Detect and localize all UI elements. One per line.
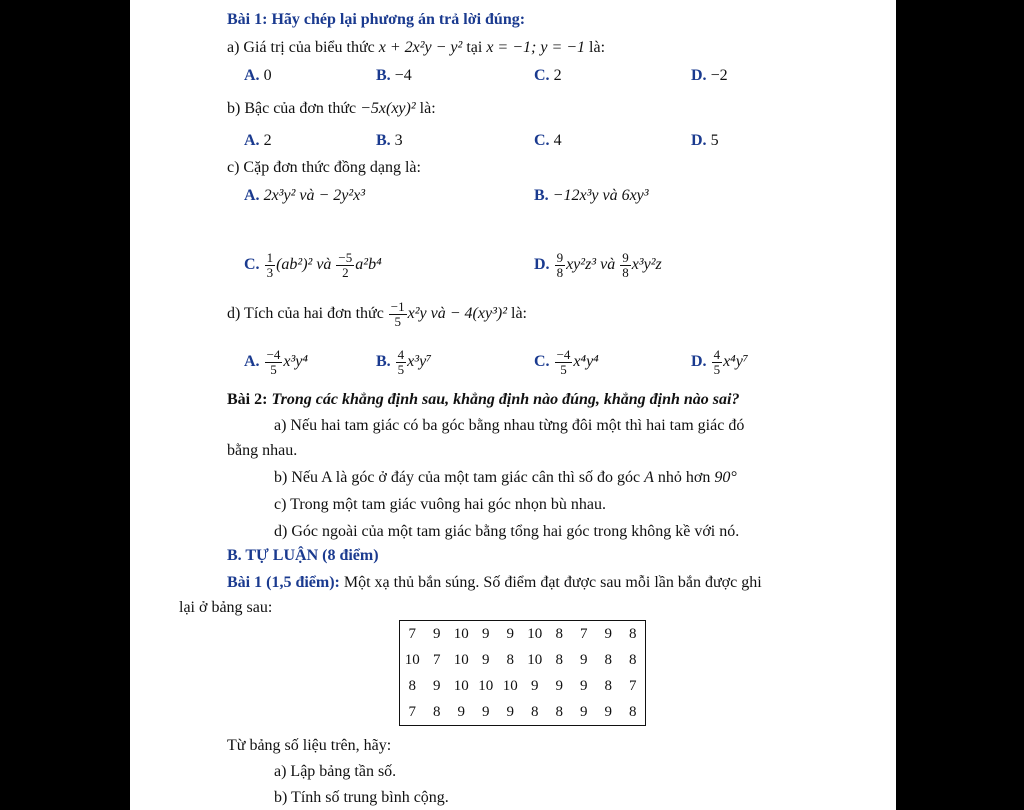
score-table xyxy=(399,620,646,726)
table-cell: 9 xyxy=(482,703,490,720)
table-cell: 9 xyxy=(580,677,588,694)
table-cell: 7 xyxy=(408,703,416,720)
table-cell: 8 xyxy=(408,677,416,694)
question-d-expression: x²y và − 4(xy³)² xyxy=(407,305,507,322)
worksheet-page xyxy=(130,0,896,810)
table-cell: 9 xyxy=(506,703,514,720)
table-cell: 9 xyxy=(433,677,441,694)
table-cell: 8 xyxy=(604,677,612,694)
table-cell: 10 xyxy=(527,651,543,668)
option-b-A: A. 2 xyxy=(244,132,272,149)
option-d-B: B. $\frac{4}{5}$ x³y⁷ xyxy=(376,346,432,377)
option-d-D: D. $\frac{4}{5}$ x⁴y⁷ xyxy=(691,346,749,377)
table-cell: 9 xyxy=(580,703,588,720)
table-row xyxy=(400,647,646,673)
exercise-1-title: Bài 1: Hãy chép lại phương án trả lời đúng: xyxy=(227,11,526,28)
table-cell: 8 xyxy=(629,625,637,642)
table-cell: 10 xyxy=(478,677,494,694)
question-c: c) Cặp đơn thức đồng dạng là: xyxy=(227,159,421,176)
fraction: $\frac{9}{8}$ xyxy=(622,249,629,280)
table-cell: 9 xyxy=(555,677,563,694)
option-c-C: C. $\frac{1}{3}$ (ab²)² và $\frac{-5}{2}$ a²b⁴ xyxy=(244,249,382,280)
fraction: $\frac{-1}{5}$ xyxy=(390,298,405,329)
table-cell: 9 xyxy=(482,625,490,642)
question-d-prefix: d) Tích của hai đơn thức xyxy=(227,305,388,322)
table-cell: 10 xyxy=(453,651,469,668)
exercise-2-title: Bài 2: Trong các khẳng định sau, khẳng định nào đúng, khẳng định nào sai? xyxy=(227,391,740,408)
statement-c: c) Trong một tam giác vuông hai góc nhọn bù nhau. xyxy=(274,496,606,513)
table-cell: 8 xyxy=(555,651,563,668)
statement-a: a) Nếu hai tam giác có ba góc bằng nhau từng đôi một thì hai tam giác đó xyxy=(274,417,745,434)
question-b-expression: −5x(xy)² xyxy=(360,100,416,117)
question-d-suffix: là: xyxy=(507,305,527,322)
table-cell: 8 xyxy=(555,703,563,720)
option-a-C: C. 2 xyxy=(534,67,562,84)
fraction: $\frac{-5}{2}$ xyxy=(338,249,353,280)
statement-a-cont: bằng nhau. xyxy=(227,442,298,459)
table-cell: 9 xyxy=(482,651,490,668)
table-cell: 10 xyxy=(404,651,420,668)
table-cell: 9 xyxy=(457,703,465,720)
table-cell: 9 xyxy=(604,625,612,642)
part-b-title: B. TỰ LUẬN (8 điểm) xyxy=(227,547,379,564)
option-c-B: B. −12x³y và 6xy³ xyxy=(534,187,649,204)
part-b-exercise-1-cont: lại ở bảng sau: xyxy=(179,599,273,616)
option-b-D: D. 5 xyxy=(691,132,719,149)
question-a-condition: x = −1; y = −1 xyxy=(486,39,586,56)
option-a-B: B. −4 xyxy=(376,67,412,84)
option-c-A: A. 2x³y² và − 2y²x³ xyxy=(244,187,366,204)
option-a-D: D. −2 xyxy=(691,67,728,84)
table-cell: 7 xyxy=(433,651,441,668)
table-cell: 9 xyxy=(604,703,612,720)
question-a-mid: tại xyxy=(462,39,487,56)
question-a-prefix: a) Giá trị của biểu thức xyxy=(227,39,379,56)
question-b xyxy=(227,99,436,119)
table-cell: 8 xyxy=(629,703,637,720)
question-a-suffix: là: xyxy=(585,39,606,56)
question-a xyxy=(227,38,605,58)
fraction: $\frac{1}{3}$ xyxy=(266,249,274,280)
table-row xyxy=(400,621,646,648)
table-cell: 8 xyxy=(433,703,441,720)
question-a-expression: x + 2x²y − y² xyxy=(378,39,463,56)
table-cell: 10 xyxy=(453,625,469,642)
table-cell: 7 xyxy=(580,625,588,642)
table-cell: 9 xyxy=(433,625,441,642)
table-cell: 10 xyxy=(527,625,543,642)
table-row xyxy=(400,673,646,699)
table-cell: 10 xyxy=(453,677,469,694)
question-b-prefix: b) Bậc của đơn thức xyxy=(227,100,361,117)
task-a: a) Lập bảng tần số. xyxy=(274,763,397,780)
option-d-C: C. $\frac{-4}{5}$ x⁴y⁴ xyxy=(534,346,599,377)
table-cell: 7 xyxy=(629,677,637,694)
option-b-C: C. 4 xyxy=(534,132,562,149)
option-a-A: A. 0 xyxy=(244,67,272,84)
question-d xyxy=(227,299,527,329)
table-cell: 8 xyxy=(506,651,514,668)
table-cell: 8 xyxy=(629,651,637,668)
table-cell: 8 xyxy=(531,703,539,720)
question-b-suffix: là: xyxy=(415,100,436,117)
table-cell: 8 xyxy=(604,651,612,668)
table-cell: 8 xyxy=(555,625,563,642)
table-row xyxy=(400,699,646,726)
option-b-B: B. 3 xyxy=(376,132,403,149)
option-d-A: A. $\frac{-4}{5}$ x³y⁴ xyxy=(244,346,308,377)
option-c-D: D. $\frac{9}{8}$ xy²z³ và $\frac{9}{8}$ x³y²z xyxy=(534,249,662,280)
fraction: $\frac{9}{8}$ xyxy=(556,249,564,280)
table-cell: 9 xyxy=(506,625,514,642)
table-cell: 9 xyxy=(531,677,539,694)
table-cell: 10 xyxy=(502,677,518,694)
statement-d: d) Góc ngoài của một tam giác bằng tổng hai góc trong không kề với nó. xyxy=(274,523,740,540)
part-b-exercise-1: Bài 1 (1,5 điểm): Một xạ thủ bắn súng. Số điểm đạt được sau mỗi lần bắn được ghi xyxy=(227,574,762,591)
table-cell: 9 xyxy=(580,651,588,668)
table-cell: 7 xyxy=(408,625,416,642)
task-b: b) Tính số trung bình cộng. xyxy=(274,789,449,806)
instruction: Từ bảng số liệu trên, hãy: xyxy=(227,737,392,754)
statement-b: b) Nếu A là góc ở đáy của một tam giác cân thì số đo góc A nhỏ hơn 90° xyxy=(274,469,737,486)
